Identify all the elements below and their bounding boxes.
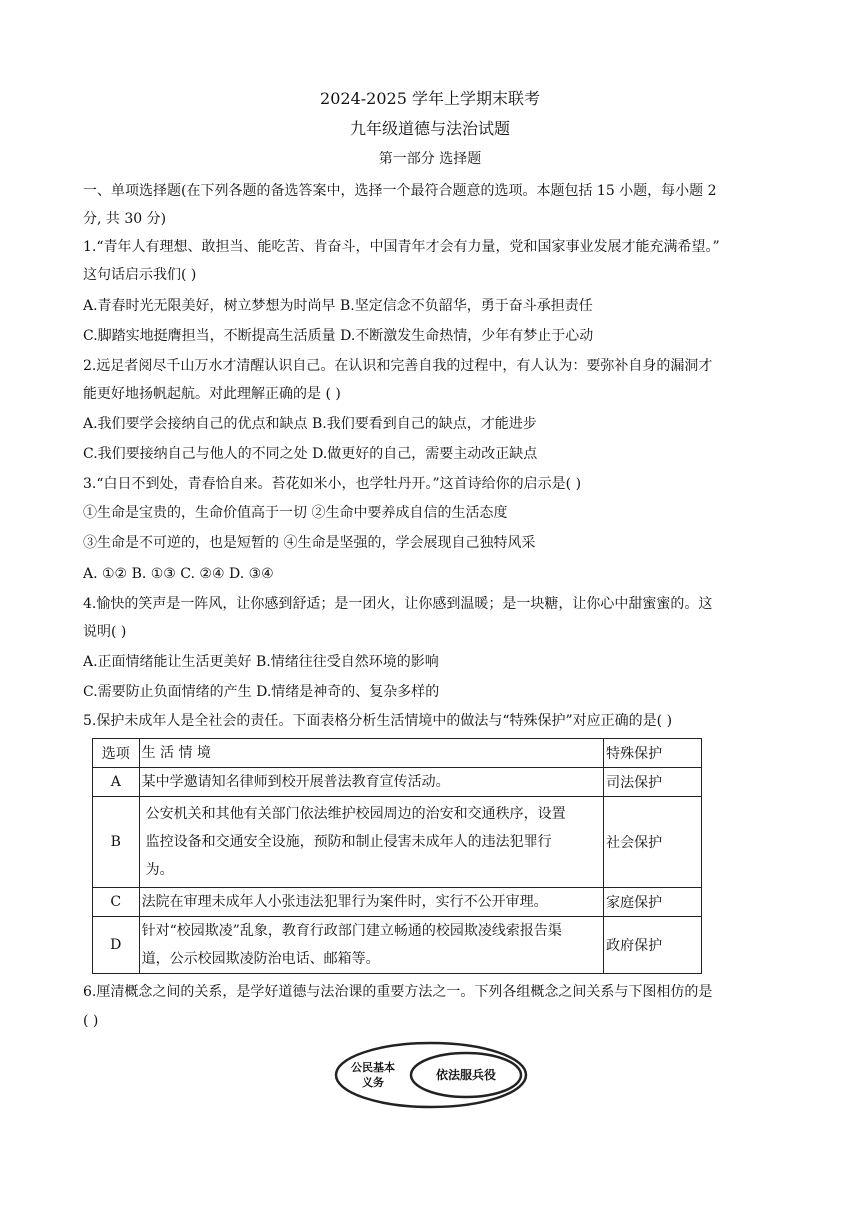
row-scene-line: 法院在审理未成年人小张违法犯罪行为案件时，实行不公开审理。 <box>141 894 548 910</box>
row-scene-line: 某中学邀请知名律师到校开展普法教育宣传活动。 <box>141 774 450 790</box>
section-instruction-line1: 一、单项选择题(在下列各题的备选答案中，选择一个最符合题意的选项。本题包括 15 小题，每小题 2 <box>83 183 717 199</box>
q1-stem-line1: 1.“青年人有理想、敢担当、能吃苦、肯奋斗，中国青年才会有力量，党和国家事业发展才能充满希望。” <box>83 239 720 255</box>
row-option: B <box>93 797 140 888</box>
q1-options-line2: C.脚踏实地挺膺担当，不断提高生活质量 D.不断激发生命热情，少年有梦止于心动 <box>83 328 594 344</box>
q1-stem-line2: 这句话启示我们( ) <box>83 267 197 283</box>
table-row <box>93 768 702 797</box>
q2-options-line1: A.我们要学会接纳自己的优点和缺点 B.我们要看到自己的缺点，才能进步 <box>83 416 537 432</box>
q4-stem-line1: 4.愉快的笑声是一阵风，让你感到舒适；是一团火，让你感到温暖；是一块糖，让你心中甜蜜蜜的。这 <box>83 596 713 612</box>
row-option: D <box>93 917 140 974</box>
q1-options-line1: A.青春时光无限美好，树立梦想为时尚早 B.坚定信念不负韶华，勇于奋斗承担责任 <box>83 298 593 314</box>
table-row <box>93 917 702 974</box>
row-option: A <box>93 768 140 797</box>
row-protection: 社会保护 <box>604 797 702 888</box>
row-scene <box>139 917 604 974</box>
exam-title: 2024-2025 学年上学期末联考 <box>320 89 540 108</box>
table-row <box>93 888 702 917</box>
row-option: C <box>93 888 140 917</box>
outer-label-line1: 公民基本 <box>351 1061 395 1074</box>
exam-subtitle: 九年级道德与法治试题 <box>349 119 510 138</box>
row-scene-line: 针对“校园欺凌”乱象，教育行政部门建立畅通的校园欺凌线索报告渠 <box>141 923 562 939</box>
table-header-row <box>93 739 702 768</box>
outer-label-line2: 义务 <box>362 1076 384 1089</box>
row-scene-line: 为。 <box>145 862 174 878</box>
q6-stem-line1: 6.厘清概念之间的关系，是学好道德与法治课的重要方法之一。下列各组概念之间关系与下图相仿的是 <box>83 984 713 1000</box>
inner-label: 依法服兵役 <box>435 1068 497 1082</box>
table-row <box>93 797 702 888</box>
q5-table <box>92 738 702 974</box>
row-scene-line: 道，公示校园欺凌防治电话、邮箱等。 <box>141 951 380 967</box>
row-scene <box>139 768 604 797</box>
concept-diagram <box>333 1040 529 1110</box>
q2-stem-line1: 2.远足者阅尽千山万水才清醒认识自己。在认识和完善自我的过程中，有人认为：要弥补自身的漏洞才 <box>83 358 713 374</box>
row-protection: 政府保护 <box>604 917 702 974</box>
row-scene <box>139 797 604 888</box>
outer-ellipse <box>336 1043 526 1107</box>
q4-options-line1: A.正面情绪能让生活更美好 B.情绪往往受自然环境的影响 <box>83 654 439 670</box>
row-scene-line: 监控设备和交通安全设施，预防和制止侵害未成年人的违法犯罪行 <box>145 834 552 850</box>
q2-stem-line2: 能更好地扬帆起航。对此理解正确的是 ( ) <box>83 386 341 402</box>
table-header-protection: 特殊保护 <box>604 739 702 768</box>
section-instruction-line2: 分, 共 30 分) <box>83 211 167 227</box>
table-header-scene: 生 活 情 境 <box>139 739 604 768</box>
row-protection: 家庭保护 <box>604 888 702 917</box>
q6-stem-line2: ( ) <box>83 1013 99 1029</box>
table-header-option: 选项 <box>93 739 140 768</box>
q4-options-line2: C.需要防止负面情绪的产生 D.情绪是神奇的、复杂多样的 <box>83 684 440 700</box>
row-scene-line: 公安机关和其他有关部门依法维护校园周边的治安和交通秩序，设置 <box>145 806 566 822</box>
q4-stem-line2: 说明( ) <box>83 624 127 640</box>
row-protection: 司法保护 <box>604 768 702 797</box>
row-scene <box>139 888 604 917</box>
q3-items-line1: ①生命是宝贵的，生命价值高于一切 ②生命中要养成自信的生活态度 <box>83 505 508 521</box>
q3-options: A. ①② B. ①③ C. ②④ D. ③④ <box>83 566 274 582</box>
q3-items-line2: ③生命是不可逆的，也是短暂的 ④生命是坚强的，学会展现自己独特风采 <box>83 535 536 551</box>
q2-options-line2: C.我们要接纳自己与他人的不同之处 D.做更好的自己，需要主动改正缺点 <box>83 446 538 462</box>
q5-stem: 5.保护未成年人是全社会的责任。下面表格分析生活情境中的做法与“特殊保护”对应正确的是( ) <box>83 713 673 729</box>
part-heading: 第一部分 选择题 <box>378 151 482 167</box>
q3-stem: 3.“白日不到处，青春恰自来。苔花如米小，也学牡丹开。”这首诗给你的启示是( ) <box>83 476 582 492</box>
